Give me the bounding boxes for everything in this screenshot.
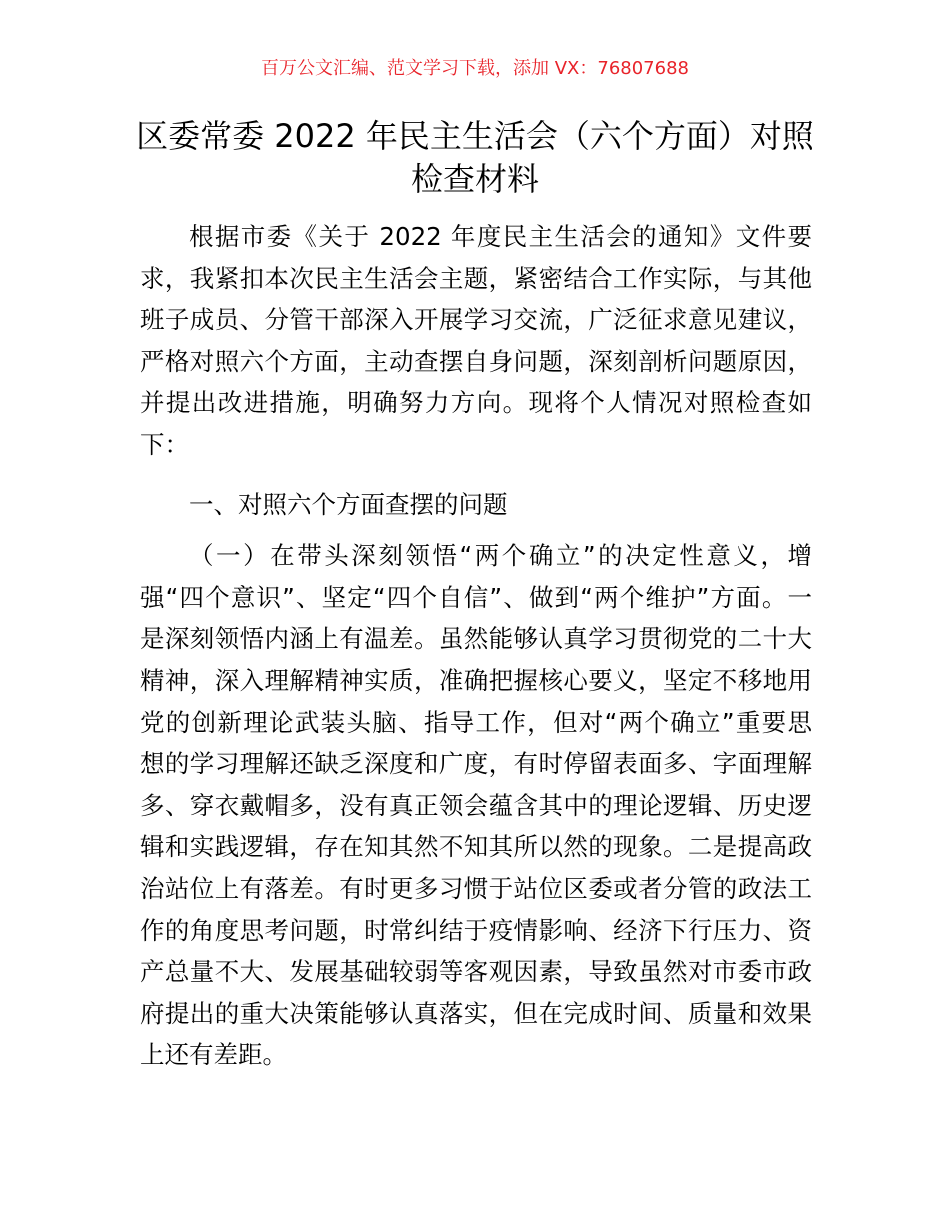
text-line: 党的创新理论武装头脑、指导工作，但对“两个确立”重要思 xyxy=(140,707,812,737)
section-paragraph xyxy=(140,535,812,1076)
text-line: 是深刻领悟内涵上有温差。虽然能够认真学习贯彻党的二十大 xyxy=(140,624,812,654)
text-line: 下： xyxy=(140,429,189,459)
text-line: 产总量不大、发展基础较弱等客观因素，导致虽然对市委市政 xyxy=(140,957,812,987)
watermark-header: 百万公文汇编、范文学习下载，添加 VX：76807688 xyxy=(261,58,689,79)
text-line: 上还有差距。 xyxy=(140,1040,287,1070)
text-line: 根据市委《关于 2022 年度民主生活会的通知》文件要 xyxy=(189,222,812,251)
text-line: （一）在带头深刻领悟“两个确立”的决定性意义，增 xyxy=(189,541,812,571)
text-line: 想的学习理解还缺乏深度和广度，有时停留表面多、字面理解 xyxy=(140,749,812,779)
text-line: 治站位上有落差。有时更多习惯于站位区委或者分管的政法工 xyxy=(140,873,812,903)
text-line: 精神，深入理解精神实质，准确把握核心要义，坚定不移地用 xyxy=(140,665,812,695)
heading-text: 一、对照六个方面查摆的问题 xyxy=(189,489,508,519)
text-line: 辑和实践逻辑，存在知其然不知其所以然的现象。二是提高政 xyxy=(140,832,812,862)
title-line: 区委常委 2022 年民主生活会（六个方面）对照 xyxy=(136,117,814,155)
text-line: 作的角度思考问题，时常纠结于疫情影响、经济下行压力、资 xyxy=(140,915,812,945)
text-line: 严格对照六个方面，主动查摆自身问题，深刻剖析问题原因， xyxy=(140,346,812,376)
text-line: 班子成员、分管干部深入开展学习交流，广泛征求意见建议， xyxy=(140,305,812,335)
document-title xyxy=(0,115,950,201)
title-line: 检查材料 xyxy=(410,160,539,198)
text-line: 强“四个意识”、坚定“四个自信”、做到“两个维护”方面。一 xyxy=(140,582,812,612)
intro-paragraph xyxy=(140,216,812,466)
text-line: 多、穿衣戴帽多，没有真正领会蕴含其中的理论逻辑、历史逻 xyxy=(140,790,812,820)
text-line: 求，我紧扣本次民主生活会主题，紧密结合工作实际，与其他 xyxy=(140,263,812,293)
text-line: 并提出改进措施，明确努力方向。现将个人情况对照检查如 xyxy=(140,388,812,418)
section-heading xyxy=(140,484,812,526)
text-line: 府提出的重大决策能够认真落实，但在完成时间、质量和效果 xyxy=(140,998,812,1028)
